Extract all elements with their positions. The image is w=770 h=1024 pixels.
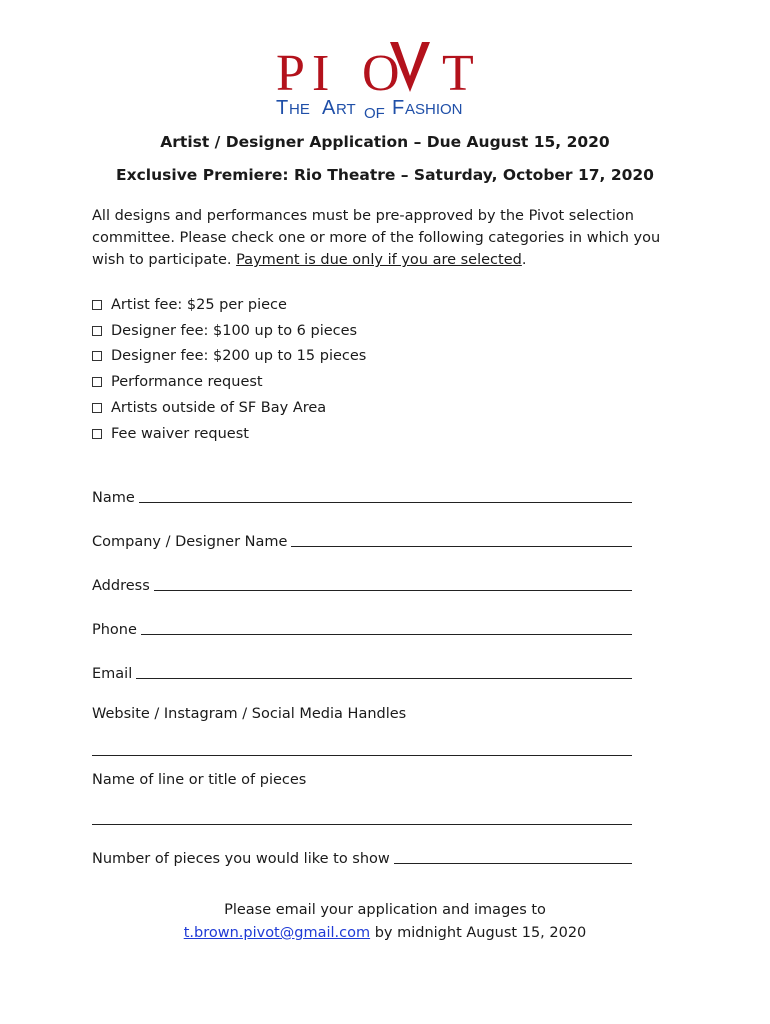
company-field bbox=[92, 528, 632, 550]
footer-line-1: Please email your application and images to bbox=[224, 902, 546, 918]
email-label: Email bbox=[92, 666, 133, 682]
address-field bbox=[92, 572, 632, 594]
website-label: Website / Instagram / Social Media Handles bbox=[92, 706, 407, 722]
line-title-label: Name of line or title of pieces bbox=[92, 772, 307, 788]
contact-email-link[interactable]: t.brown.pivot@gmail.com bbox=[183, 925, 371, 941]
pieces-label: Number of pieces you would like to show bbox=[92, 851, 390, 867]
category-checklist bbox=[92, 292, 512, 447]
intro-text: All designs and performances must be pre-approved by the Pivot selection committee. Please check one or more of the following categories in which you wish to participate. bbox=[92, 208, 661, 268]
submission-instructions bbox=[0, 899, 770, 945]
payment-note: Payment is due only if you are selected bbox=[236, 252, 522, 268]
footer-deadline: by midnight August 15, 2020 bbox=[370, 925, 587, 941]
premiere-subtitle: Exclusive Premiere: Rio Theatre – Saturday, October 17, 2020 bbox=[116, 166, 654, 184]
option-designer-fee-6 bbox=[92, 318, 512, 344]
outside-bay-area-checkbox[interactable] bbox=[92, 403, 102, 413]
phone-field bbox=[92, 616, 632, 638]
company-label: Company / Designer Name bbox=[92, 534, 288, 550]
footer-line-2 bbox=[0, 922, 770, 945]
website-input-line[interactable] bbox=[92, 755, 632, 756]
option-label: Artists outside of SF Bay Area bbox=[111, 400, 327, 417]
phone-input-line[interactable] bbox=[141, 618, 632, 635]
logo-letter-p: P bbox=[276, 45, 305, 102]
performance-request-checkbox[interactable] bbox=[92, 377, 102, 387]
line-title-input-line[interactable] bbox=[92, 824, 632, 825]
logo-letter-o: O bbox=[362, 45, 400, 102]
logo-letter-i: I bbox=[312, 45, 330, 102]
option-label: Performance request bbox=[111, 374, 263, 391]
name-field bbox=[92, 484, 632, 506]
logo-tagline-rt: RT bbox=[336, 101, 356, 118]
logo-tagline-t: T bbox=[276, 97, 289, 119]
logo-tagline-a: A bbox=[322, 97, 336, 119]
intro-paragraph bbox=[92, 205, 682, 271]
option-label: Fee waiver request bbox=[111, 425, 249, 442]
designer-fee-6-checkbox[interactable] bbox=[92, 326, 102, 336]
option-label: Designer fee: $100 up to 6 pieces bbox=[111, 322, 358, 339]
pieces-field bbox=[92, 845, 632, 867]
application-title: Artist / Designer Application – Due August 15, 2020 bbox=[160, 133, 610, 151]
intro-period: . bbox=[521, 252, 527, 268]
option-performance bbox=[92, 369, 512, 395]
option-fee-waiver bbox=[92, 421, 512, 447]
designer-fee-15-checkbox[interactable] bbox=[92, 351, 102, 361]
logo-tagline-ashion: ASHION bbox=[405, 101, 463, 118]
company-input-line[interactable] bbox=[291, 530, 632, 547]
fee-waiver-checkbox[interactable] bbox=[92, 429, 102, 439]
logo-tagline-f: F bbox=[392, 97, 405, 119]
pivot-logo-mark bbox=[270, 36, 510, 120]
address-label: Address bbox=[92, 578, 150, 594]
option-outside-bay-area bbox=[92, 395, 512, 421]
option-artist-fee bbox=[92, 292, 512, 318]
artist-fee-checkbox[interactable] bbox=[92, 300, 102, 310]
option-label: Designer fee: $200 up to 15 pieces bbox=[111, 348, 367, 365]
logo-tagline-of: OF bbox=[364, 105, 385, 120]
option-label: Artist fee: $25 per piece bbox=[111, 296, 287, 313]
email-field bbox=[92, 660, 632, 682]
address-input-line[interactable] bbox=[154, 574, 632, 591]
phone-label: Phone bbox=[92, 622, 137, 638]
logo-letter-t: T bbox=[442, 45, 474, 102]
name-label: Name bbox=[92, 490, 135, 506]
logo-tagline-he: HE bbox=[289, 101, 310, 118]
option-designer-fee-15 bbox=[92, 344, 512, 370]
pieces-input-line[interactable] bbox=[394, 847, 632, 864]
name-input-line[interactable] bbox=[139, 486, 632, 503]
email-input-line[interactable] bbox=[136, 662, 632, 679]
pivot-logo bbox=[270, 36, 510, 120]
